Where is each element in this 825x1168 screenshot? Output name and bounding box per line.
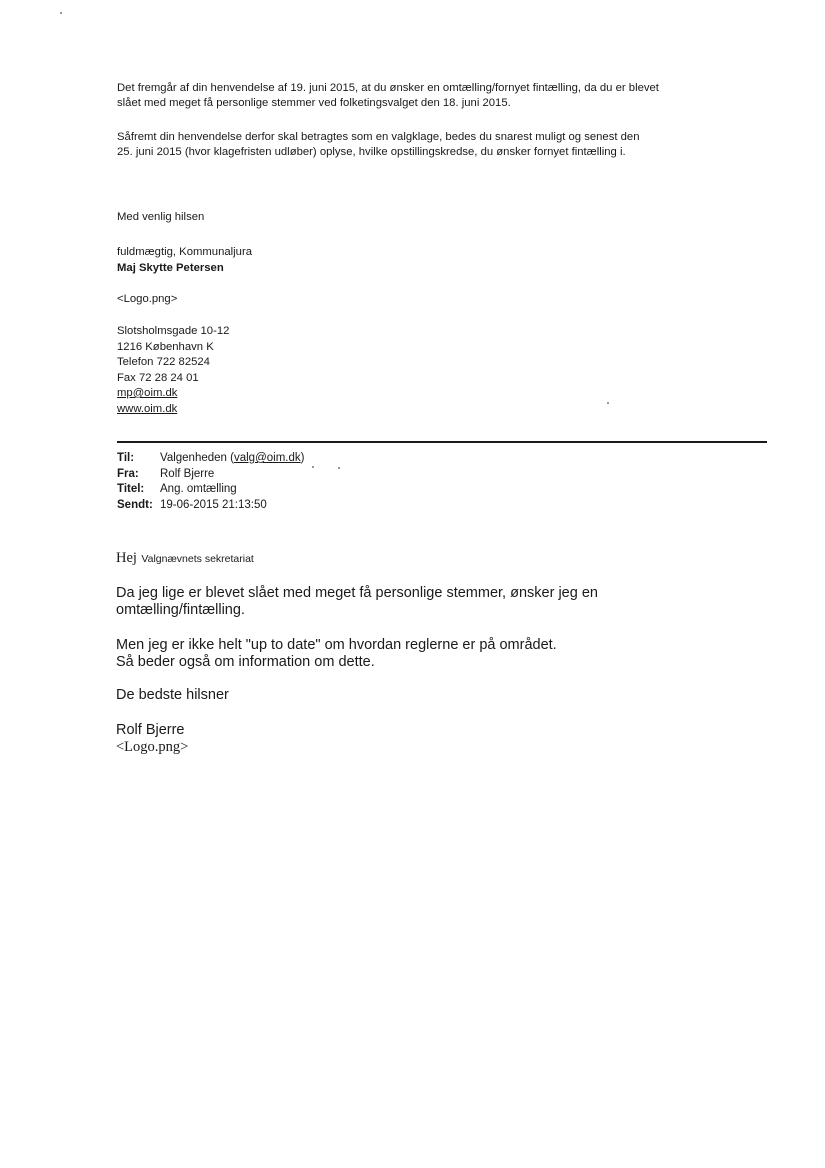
message-line: Så beder også om information om dette. [116, 654, 375, 670]
email-header-to [117, 451, 304, 467]
email-header [117, 451, 304, 514]
message-paragraph-1 [116, 585, 598, 619]
message-signature-name: Rolf Bjerre [116, 722, 185, 738]
email-header-subject [117, 482, 304, 498]
email-header-sent [117, 498, 304, 514]
message-line: Da jeg lige er blevet slået med meget få personlige stemmer, ønsker jeg en [116, 585, 598, 601]
message-closing-text: De bedste hilsner [116, 687, 229, 703]
from-value: Rolf Bjerre [160, 467, 215, 480]
website-link[interactable]: www.oim.dk [117, 402, 178, 415]
paragraph-line: slået med meget få personlige stemmer ved folketingsvalget den 18. juni 2015. [117, 97, 511, 109]
from-label: Fra: [117, 467, 139, 480]
address-block [117, 324, 229, 417]
to-email-link[interactable]: valg@oim.dk [233, 452, 301, 464]
address-fax: Fax 72 28 24 01 [117, 371, 199, 384]
header-divider [117, 441, 767, 443]
logo-placeholder [117, 292, 177, 308]
closing-greeting [117, 210, 204, 226]
email-header-from [117, 467, 304, 483]
sent-label: Sendt: [117, 499, 153, 512]
message-line: omtælling/fintælling. [116, 602, 245, 618]
address-phone: Telefon 722 82524 [117, 356, 210, 368]
scan-speck [60, 12, 62, 14]
message-logo-placeholder: <Logo.png> [116, 739, 189, 755]
scan-speck [312, 466, 314, 468]
message-signature [116, 722, 188, 756]
paragraph-line: Det fremgår af din henvendelse af 19. juni 2015, at du ønsker en omtælling/fornyet fintælling, da du er blevet [117, 82, 659, 94]
email-link[interactable]: mp@oim.dk [117, 387, 178, 399]
paragraph-complaint-instructions [117, 130, 639, 160]
message-salutation [116, 549, 254, 567]
sent-value: 19-06-2015 21:13:50 [160, 499, 267, 512]
salutation-recipient: Valgnævnets sekretariat [141, 553, 254, 565]
greeting-text: Med venlig hilsen [117, 211, 205, 223]
to-label: Til: [117, 452, 135, 464]
subject-label: Titel: [117, 483, 145, 496]
scan-speck [338, 467, 340, 469]
message-paragraph-2 [116, 637, 557, 671]
scan-speck [607, 402, 609, 404]
to-close: ) [300, 452, 305, 464]
logo-placeholder-text: <Logo.png> [117, 293, 178, 305]
salutation-hej: Hej [116, 550, 137, 566]
message-closing [116, 687, 229, 704]
address-street: Slotsholmsgade 10-12 [117, 325, 230, 337]
address-city: 1216 København K [117, 340, 214, 353]
paragraph-line: Såfremt din henvendelse derfor skal betragtes som en valgklage, bedes du snarest muligt og senest den [117, 131, 640, 143]
paragraph-line: 25. juni 2015 (hvor klagefristen udløber) oplyse, hvilke opstillingskredse, du ønsker fornyet fintælling i. [117, 146, 626, 158]
paragraph-request-summary [117, 81, 659, 111]
signature-block [117, 245, 252, 276]
subject-value: Ang. omtælling [160, 483, 237, 496]
message-line: Men jeg er ikke helt "up to date" om hvordan reglerne er på området. [116, 637, 557, 653]
signer-title: fuldmægtig, Kommunaljura [117, 246, 252, 258]
to-name: Valgenheden ( [160, 452, 234, 464]
signer-name: Maj Skytte Petersen [117, 261, 224, 274]
